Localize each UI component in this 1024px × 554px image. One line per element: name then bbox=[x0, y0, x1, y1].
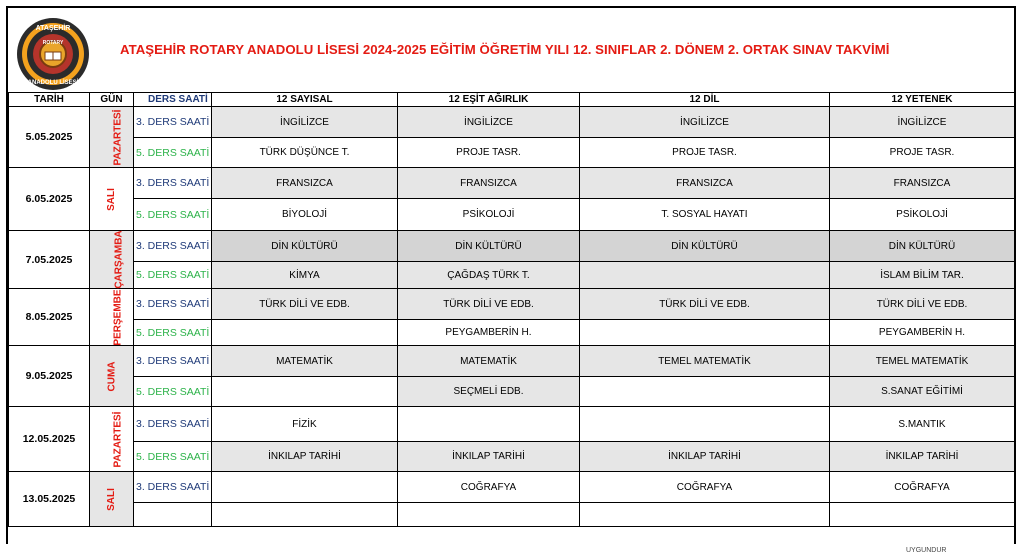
col-header-period: DERS SAATİ bbox=[134, 93, 212, 107]
exam-subject-cell: DİN KÜLTÜRÜ bbox=[830, 231, 1015, 262]
exam-subject-cell: PEYGAMBERİN H. bbox=[830, 320, 1015, 346]
period-cell: 3. DERS SAATİ bbox=[134, 289, 212, 320]
period-cell: 3. DERS SAATİ bbox=[134, 168, 212, 199]
period-cell bbox=[134, 503, 212, 527]
date-cell: 13.05.2025 bbox=[9, 472, 90, 527]
exam-subject-cell: COĞRAFYA bbox=[580, 472, 830, 503]
exam-subject-cell: PROJE TASR. bbox=[580, 138, 830, 168]
exam-subject-cell: FRANSIZCA bbox=[398, 168, 580, 199]
exam-subject-cell bbox=[212, 503, 398, 527]
exam-subject-cell: TÜRK DİLİ VE EDB. bbox=[212, 289, 398, 320]
exam-subject-cell: PSİKOLOJİ bbox=[398, 199, 580, 231]
col-header-12-dil: 12 DİL bbox=[580, 93, 830, 107]
page-title: ATAŞEHİR ROTARY ANADOLU LİSESİ 2024-2025 EĞİTİM ÖĞRETİM YILI 12. SINIFLAR 2. DÖNEM 2. ORTAK SINAV TAKVİMİ bbox=[120, 42, 890, 57]
exam-subject-cell: T. SOSYAL HAYATI bbox=[580, 199, 830, 231]
table-row bbox=[9, 199, 1015, 231]
svg-text:ANADOLU LİSESİ: ANADOLU LİSESİ bbox=[27, 80, 79, 86]
exam-subject-cell: TÜRK DÜŞÜNCE T. bbox=[212, 138, 398, 168]
exam-subject-cell: İNKILAP TARİHİ bbox=[398, 442, 580, 472]
exam-subject-cell: COĞRAFYA bbox=[830, 472, 1015, 503]
period-cell: 5. DERS SAATİ bbox=[134, 442, 212, 472]
exam-subject-cell: MATEMATİK bbox=[212, 346, 398, 377]
col-header-12-esit-agirlik: 12 EŞİT AĞIRLIK bbox=[398, 93, 580, 107]
exam-subject-cell: İNGİLİZCE bbox=[580, 107, 830, 138]
exam-subject-cell bbox=[212, 377, 398, 407]
exam-subject-cell bbox=[580, 407, 830, 442]
exam-subject-cell: İNKILAP TARİHİ bbox=[830, 442, 1015, 472]
table-row bbox=[9, 231, 1015, 262]
date-cell: 8.05.2025 bbox=[9, 289, 90, 346]
exam-subject-cell bbox=[212, 320, 398, 346]
exam-subject-cell: BİYOLOJİ bbox=[212, 199, 398, 231]
table-row bbox=[9, 472, 1015, 503]
table-row bbox=[9, 320, 1015, 346]
exam-subject-cell bbox=[580, 503, 830, 527]
document-header bbox=[8, 8, 1014, 93]
period-cell: 5. DERS SAATİ bbox=[134, 262, 212, 289]
exam-subject-cell: İNGİLİZCE bbox=[830, 107, 1015, 138]
exam-subject-cell: DİN KÜLTÜRÜ bbox=[212, 231, 398, 262]
period-cell: 5. DERS SAATİ bbox=[134, 377, 212, 407]
day-cell bbox=[90, 472, 134, 527]
col-header-date: TARİH bbox=[9, 93, 90, 107]
exam-subject-cell bbox=[580, 377, 830, 407]
table-row bbox=[9, 503, 1015, 527]
day-cell bbox=[90, 289, 134, 346]
table-row bbox=[9, 289, 1015, 320]
exam-subject-cell: KİMYA bbox=[212, 262, 398, 289]
exam-subject-cell: ÇAĞDAŞ TÜRK T. bbox=[398, 262, 580, 289]
table-row bbox=[9, 262, 1015, 289]
table-row bbox=[9, 346, 1015, 377]
period-cell: 3. DERS SAATİ bbox=[134, 407, 212, 442]
header-row bbox=[9, 93, 1015, 107]
exam-schedule-sheet bbox=[6, 6, 1016, 554]
exam-subject-cell: PEYGAMBERİN H. bbox=[398, 320, 580, 346]
day-cell bbox=[90, 231, 134, 289]
exam-subject-cell: İSLAM BİLİM TAR. bbox=[830, 262, 1015, 289]
date-cell: 5.05.2025 bbox=[9, 107, 90, 168]
exam-subject-cell bbox=[398, 503, 580, 527]
exam-subject-cell: FRANSIZCA bbox=[212, 168, 398, 199]
exam-subject-cell: SEÇMELİ EDB. bbox=[398, 377, 580, 407]
period-cell: 3. DERS SAATİ bbox=[134, 346, 212, 377]
date-cell: 6.05.2025 bbox=[9, 168, 90, 231]
exam-subject-cell bbox=[580, 262, 830, 289]
table-row bbox=[9, 377, 1015, 407]
period-cell: 3. DERS SAATİ bbox=[134, 231, 212, 262]
exam-subject-cell: FİZİK bbox=[212, 407, 398, 442]
day-cell bbox=[90, 168, 134, 231]
table-row bbox=[9, 168, 1015, 199]
period-cell: 5. DERS SAATİ bbox=[134, 320, 212, 346]
day-name: ÇARŞAMBA bbox=[113, 230, 125, 289]
date-cell: 7.05.2025 bbox=[9, 231, 90, 289]
day-name: SALI bbox=[106, 187, 117, 211]
approval-note: UYGUNDUR bbox=[906, 547, 947, 554]
exam-schedule-table bbox=[8, 92, 1015, 527]
date-cell: 9.05.2025 bbox=[9, 346, 90, 407]
period-cell: 5. DERS SAATİ bbox=[134, 199, 212, 231]
day-cell bbox=[90, 107, 134, 168]
exam-subject-cell: DİN KÜLTÜRÜ bbox=[580, 231, 830, 262]
day-name: PERŞEMBE bbox=[112, 288, 124, 346]
exam-subject-cell: İNKILAP TARİHİ bbox=[212, 442, 398, 472]
table-row bbox=[9, 442, 1015, 472]
exam-subject-cell: İNKILAP TARİHİ bbox=[580, 442, 830, 472]
period-cell: 3. DERS SAATİ bbox=[134, 472, 212, 503]
exam-subject-cell bbox=[830, 503, 1015, 527]
exam-subject-cell bbox=[212, 472, 398, 503]
exam-subject-cell: DİN KÜLTÜRÜ bbox=[398, 231, 580, 262]
day-name: PAZARTESİ bbox=[112, 109, 124, 165]
exam-subject-cell: COĞRAFYA bbox=[398, 472, 580, 503]
exam-subject-cell: İNGİLİZCE bbox=[212, 107, 398, 138]
exam-subject-cell: FRANSIZCA bbox=[580, 168, 830, 199]
exam-subject-cell: S.SANAT EĞİTİMİ bbox=[830, 377, 1015, 407]
exam-subject-cell: PSİKOLOJİ bbox=[830, 199, 1015, 231]
day-name: SALI bbox=[106, 487, 117, 511]
date-cell: 12.05.2025 bbox=[9, 407, 90, 472]
school-logo bbox=[12, 14, 94, 92]
table-row bbox=[9, 407, 1015, 442]
svg-text:ATAŞEHİR: ATAŞEHİR bbox=[35, 25, 71, 32]
exam-subject-cell bbox=[398, 407, 580, 442]
exam-subject-cell: PROJE TASR. bbox=[398, 138, 580, 168]
day-cell bbox=[90, 346, 134, 407]
day-name: PAZARTESİ bbox=[112, 411, 124, 467]
col-header-day: GÜN bbox=[90, 93, 134, 107]
svg-text:ROTARY: ROTARY bbox=[42, 40, 64, 46]
exam-subject-cell: PROJE TASR. bbox=[830, 138, 1015, 168]
table-row bbox=[9, 138, 1015, 168]
day-cell bbox=[90, 407, 134, 472]
table-row bbox=[9, 107, 1015, 138]
exam-subject-cell: MATEMATİK bbox=[398, 346, 580, 377]
exam-subject-cell: TEMEL MATEMATİK bbox=[830, 346, 1015, 377]
exam-subject-cell: TÜRK DİLİ VE EDB. bbox=[580, 289, 830, 320]
col-header-12-yetenek: 12 YETENEK bbox=[830, 93, 1015, 107]
day-name: CUMA bbox=[106, 361, 117, 391]
exam-subject-cell: FRANSIZCA bbox=[830, 168, 1015, 199]
exam-subject-cell: TÜRK DİLİ VE EDB. bbox=[398, 289, 580, 320]
exam-subject-cell: TEMEL MATEMATİK bbox=[580, 346, 830, 377]
exam-subject-cell: İNGİLİZCE bbox=[398, 107, 580, 138]
col-header-12-sayisal: 12 SAYISAL bbox=[212, 93, 398, 107]
exam-subject-cell: S.MANTIK bbox=[830, 407, 1015, 442]
period-cell: 3. DERS SAATİ bbox=[134, 107, 212, 138]
period-cell: 5. DERS SAATİ bbox=[134, 138, 212, 168]
exam-subject-cell bbox=[580, 320, 830, 346]
exam-subject-cell: TÜRK DİLİ VE EDB. bbox=[830, 289, 1015, 320]
